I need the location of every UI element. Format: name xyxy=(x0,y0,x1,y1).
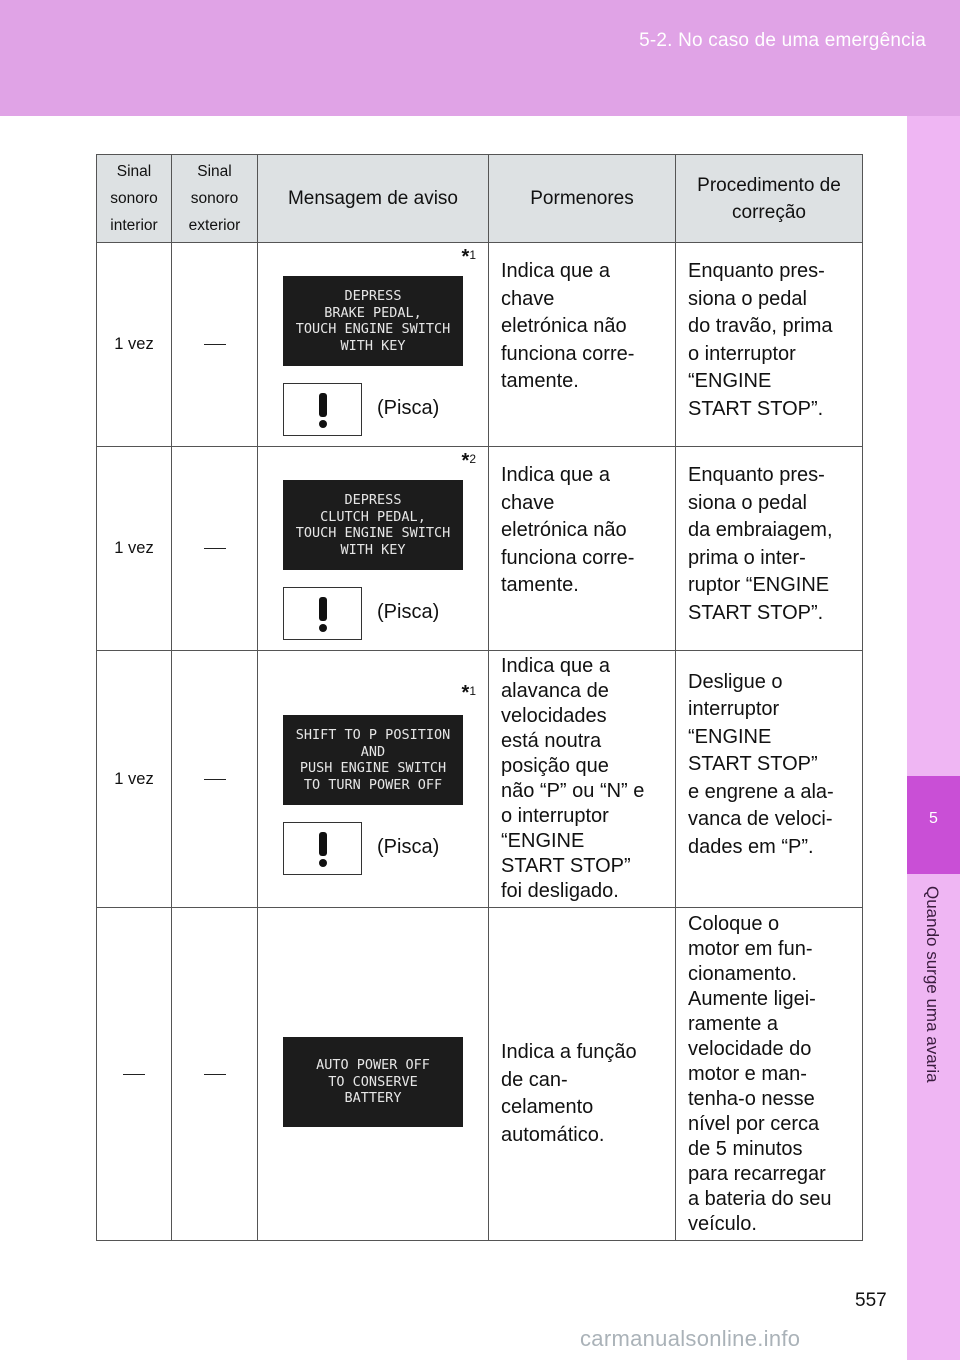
footnote-asterisk: * xyxy=(461,682,470,704)
procedure-text xyxy=(676,669,862,862)
procedure-text xyxy=(676,462,862,627)
exclamation-warning-icon xyxy=(283,587,362,640)
dash xyxy=(204,779,226,780)
display-line: TO CONSERVE xyxy=(328,1073,418,1090)
page-number: 557 xyxy=(855,1290,887,1311)
details-cell xyxy=(489,447,676,651)
text-line: e engrene a ala- xyxy=(688,780,834,803)
header-text: sonoro xyxy=(110,190,158,207)
dash xyxy=(204,1074,226,1075)
table-row xyxy=(97,243,863,447)
text-line: funciona corre- xyxy=(501,546,635,569)
text-line: Indica que a xyxy=(501,464,610,487)
warning-message-cell xyxy=(258,243,489,447)
display-line: DEPRESS xyxy=(344,288,402,304)
details-text xyxy=(489,258,675,396)
header-text: Sinal xyxy=(197,163,232,180)
table-row xyxy=(97,447,863,651)
text-line: tenha-o nesse xyxy=(688,1087,815,1110)
header-text: sonoro xyxy=(190,190,239,207)
display-line: DEPRESS xyxy=(344,492,402,508)
text-line: siona o pedal xyxy=(688,491,807,514)
text-line: não “P” ou “N” e xyxy=(501,780,645,802)
interior-buzzer-cell: 1 vez xyxy=(97,651,172,908)
text-line: Enquanto pres- xyxy=(688,464,825,486)
header-details: Pormenores xyxy=(489,155,676,243)
text-line: eletrónica não xyxy=(501,315,627,338)
text-line: ramente a xyxy=(688,1012,779,1035)
table-header-row xyxy=(97,155,863,243)
details-cell xyxy=(489,908,676,1241)
display-line: WITH KEY xyxy=(340,337,406,354)
text-line: Indica a função xyxy=(501,1041,637,1063)
display-line: AND xyxy=(360,743,386,760)
exterior-buzzer-cell xyxy=(172,447,258,651)
display-line: CLUTCH PEDAL, xyxy=(320,508,426,525)
details-text xyxy=(489,654,675,904)
flash-label: (Pisca) xyxy=(377,397,440,419)
interior-buzzer-cell: 1 vez xyxy=(97,447,172,651)
footnote-asterisk: * xyxy=(461,450,470,472)
interior-buzzer-cell xyxy=(97,908,172,1241)
dash xyxy=(204,344,226,345)
text-line: chave xyxy=(501,491,555,514)
display-line: PUSH ENGINE SWITCH xyxy=(299,760,447,776)
text-line: START STOP” xyxy=(501,855,631,877)
text-line: de can- xyxy=(501,1068,568,1091)
text-line: START STOP”. xyxy=(688,601,824,624)
text-line: siona o pedal xyxy=(688,287,807,310)
procedure-cell xyxy=(676,243,863,447)
details-text xyxy=(489,462,675,600)
text-line: nível por cerca xyxy=(688,1112,820,1135)
watermark: carmanualsonline.info xyxy=(580,1326,801,1351)
procedure-text xyxy=(676,912,862,1237)
text-line: “ENGINE xyxy=(688,725,772,748)
text-line: Indica que a xyxy=(501,655,610,677)
text-line: ruptor “ENGINE xyxy=(688,574,830,596)
side-tab xyxy=(907,116,960,1360)
flash-label: (Pisca) xyxy=(377,836,440,858)
display-line: TOUCH ENGINE SWITCH xyxy=(295,525,451,541)
header-warning-message: Mensagem de aviso xyxy=(258,155,489,243)
display-line: TOUCH ENGINE SWITCH xyxy=(295,321,451,337)
text-line: vanca de veloci- xyxy=(688,808,833,831)
display-line: SHIFT TO P POSITION xyxy=(295,727,451,743)
header-interior-buzzer xyxy=(97,155,172,243)
header-text: Procedimento de xyxy=(697,174,841,196)
text-line: chave xyxy=(501,287,555,310)
footnote-marker xyxy=(462,683,476,703)
text-line: Indica que a xyxy=(501,260,610,283)
text-line: veículo. xyxy=(688,1212,757,1235)
footnote-number: 1 xyxy=(469,248,476,262)
footnote-number: 1 xyxy=(469,684,476,698)
table-row xyxy=(97,908,863,1241)
text-line: o interruptor xyxy=(501,805,609,827)
header-procedure xyxy=(676,155,863,243)
display-message xyxy=(283,276,463,366)
display-message xyxy=(283,480,463,570)
procedure-cell xyxy=(676,651,863,908)
text-line: dades em “P”. xyxy=(688,835,814,858)
dash xyxy=(204,548,226,549)
interior-buzzer-cell: 1 vez xyxy=(97,243,172,447)
display-line: TO TURN POWER OFF xyxy=(303,776,443,793)
text-line: START STOP”. xyxy=(688,397,824,420)
warning-message-table xyxy=(96,154,863,1241)
text-line: START STOP” xyxy=(688,753,818,776)
text-line: Aumente ligei- xyxy=(688,987,816,1010)
exterior-buzzer-cell xyxy=(172,651,258,908)
text-line: motor e man- xyxy=(688,1062,807,1085)
text-line: motor em fun- xyxy=(688,937,813,960)
procedure-cell xyxy=(676,908,863,1241)
display-line: AUTO POWER OFF xyxy=(316,1057,430,1074)
text-line: Enquanto pres- xyxy=(688,260,825,282)
text-line: o interruptor xyxy=(688,342,796,365)
header-exterior-buzzer xyxy=(172,155,258,243)
text-line: a bateria do seu xyxy=(688,1187,832,1210)
header-text: Sinal xyxy=(116,163,152,180)
text-line: cionamento. xyxy=(688,962,797,985)
details-cell xyxy=(489,243,676,447)
text-line: da embraiagem, xyxy=(688,519,833,541)
footnote-marker xyxy=(462,247,476,267)
text-line: tamente. xyxy=(501,574,579,597)
dash xyxy=(123,1074,145,1075)
procedure-cell xyxy=(676,447,863,651)
text-line: automático. xyxy=(501,1123,605,1146)
exterior-buzzer-cell xyxy=(172,908,258,1241)
text-line: “ENGINE xyxy=(501,830,585,852)
footnote-marker xyxy=(462,451,476,471)
header-band xyxy=(0,0,960,116)
display-line: WITH KEY xyxy=(340,541,406,558)
text-line: do travão, prima xyxy=(688,315,833,337)
header-text: correção xyxy=(732,201,806,223)
text-line: foi desligado. xyxy=(501,880,619,902)
warning-message-cell xyxy=(258,908,489,1241)
text-line: de 5 minutos xyxy=(688,1137,803,1160)
warning-message-cell xyxy=(258,651,489,908)
text-line: alavanca de xyxy=(501,680,609,702)
text-line: velocidade do xyxy=(688,1037,812,1060)
details-cell xyxy=(489,651,676,908)
header-text: interior xyxy=(110,217,158,234)
display-message xyxy=(283,1037,463,1127)
text-line: interruptor xyxy=(688,698,780,721)
text-line: celamento xyxy=(501,1096,594,1118)
text-line: posição que xyxy=(501,755,609,777)
chapter-number: 5 xyxy=(929,810,938,827)
chapter-title: Quando surge uma avaria xyxy=(923,886,942,1083)
text-line: Coloque o xyxy=(688,912,780,935)
text-line: “ENGINE xyxy=(688,370,772,392)
text-line: Desligue o xyxy=(688,670,783,693)
display-line: BRAKE PEDAL, xyxy=(324,304,422,321)
footnote-asterisk: * xyxy=(461,246,470,268)
text-line: tamente. xyxy=(501,370,579,393)
text-line: velocidades xyxy=(501,705,607,727)
display-line: BATTERY xyxy=(344,1090,402,1107)
warning-message-cell xyxy=(258,447,489,651)
text-line: prima o inter- xyxy=(688,546,806,569)
text-line: está noutra xyxy=(501,730,602,752)
text-line: funciona corre- xyxy=(501,342,635,365)
header-text: exterior xyxy=(188,217,241,234)
exterior-buzzer-cell xyxy=(172,243,258,447)
exclamation-warning-icon xyxy=(283,822,362,875)
display-message xyxy=(283,715,463,805)
footnote-number: 2 xyxy=(469,452,476,466)
procedure-text xyxy=(676,258,862,423)
section-title: 5-2. No caso de uma emergência xyxy=(639,30,926,51)
text-line: eletrónica não xyxy=(501,519,627,542)
table-row xyxy=(97,651,863,908)
text-line: para recarregar xyxy=(688,1162,826,1185)
details-text xyxy=(489,1039,675,1149)
flash-label: (Pisca) xyxy=(377,601,440,623)
exclamation-warning-icon xyxy=(283,383,362,436)
